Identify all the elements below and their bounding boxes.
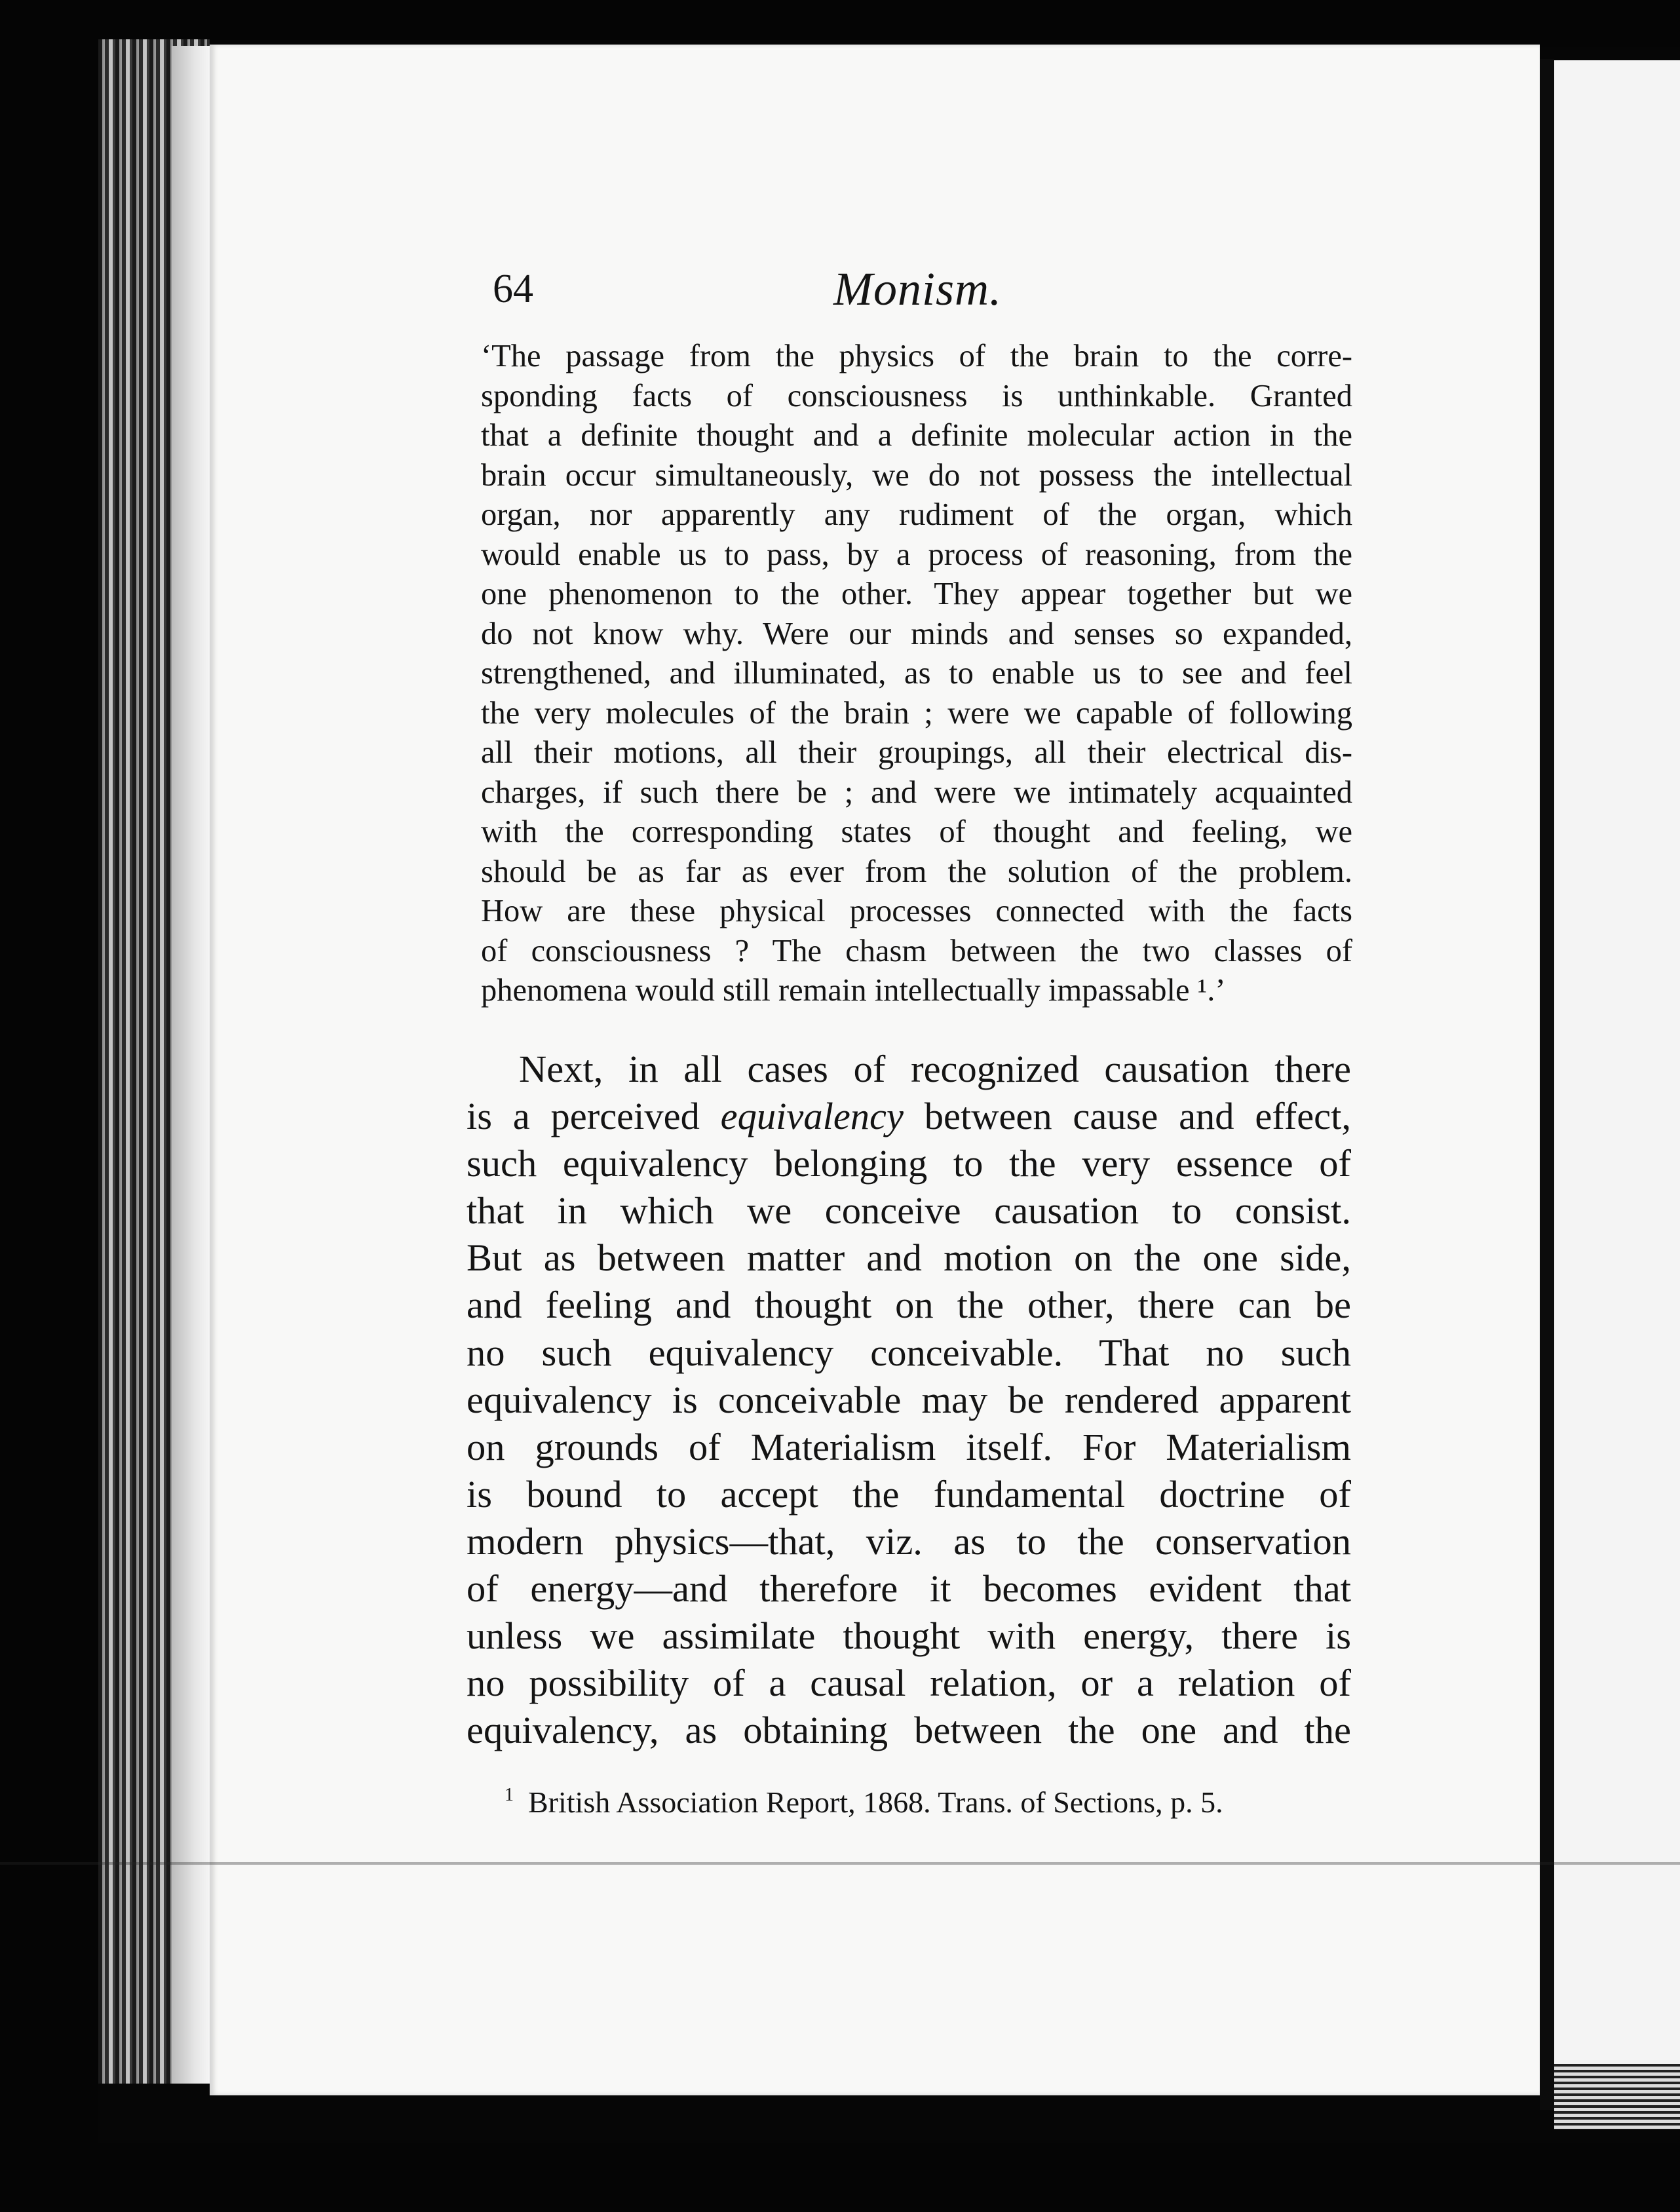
scan-bottom-border (0, 2143, 1680, 2212)
facing-page (1554, 60, 1680, 2124)
quote-line: ‘The passage from the physics of the brain to the corre- (481, 339, 1352, 373)
body-line: unless we assimilate thought with energy, there is (467, 1614, 1351, 1658)
body-line: such equivalency belonging to the very essence of (467, 1142, 1351, 1185)
body-line: equivalency is conceivable may be rendered apparent (467, 1378, 1351, 1421)
body-line: Next, in all cases of recognized causation there (519, 1048, 1351, 1090)
body-line: and feeling and thought on the other, there can be (467, 1284, 1351, 1327)
body-line: is bound to accept the fundamental doctrine of (467, 1472, 1351, 1516)
quote-line: would enable us to pass, by a process of reasoning, from the (481, 537, 1352, 572)
page-number: 64 (493, 267, 533, 311)
body-line: on grounds of Materialism itself. For Materialism (467, 1425, 1351, 1468)
body-line: of energy—and therefore it becomes evident that (467, 1567, 1351, 1611)
quotation-block (481, 337, 1352, 1011)
book-page-edges-shadow (172, 46, 211, 2084)
quote-line: that a definite thought and a definite molecular action in the (481, 418, 1352, 453)
facing-page-edge (1554, 2064, 1680, 2129)
quote-line: one phenomenon to the other. They appear together but we (481, 577, 1352, 611)
scan-artifact-line (0, 1862, 1680, 1865)
quote-line: charges, if such there be ; and were we intimately acquainted (481, 774, 1352, 810)
scan-top-border (0, 0, 1680, 47)
body-line: that in which we conceive causation to consist. (467, 1189, 1351, 1232)
running-head (493, 259, 1358, 318)
quote-line: do not know why. Were our minds and senses so expanded, (481, 616, 1352, 651)
quote-line: sponding facts of consciousness is unthinkable. Granted (481, 378, 1352, 413)
body-line: no possibility of a causal relation, or a relation of (467, 1662, 1351, 1705)
body-text: is a perceived (467, 1095, 721, 1138)
quote-line: of consciousness ? The chasm between the two classes of (481, 933, 1352, 968)
quote-line: brain occur simultaneously, we do not possess the intellectual (481, 457, 1352, 493)
quote-line: phenomena would still remain intellectually impassable ¹.’ (481, 973, 1226, 1008)
quote-line: How are these physical processes connected with the facts (481, 894, 1352, 928)
page-title: Monism. (833, 263, 1002, 315)
book-spine (1540, 59, 1554, 2110)
body-text: between cause and effect, (903, 1095, 1351, 1138)
body-line (467, 1093, 1351, 1140)
body-line: no such equivalency conceivable. That no such (467, 1331, 1351, 1374)
body-line: equivalency, as obtaining between the one and the (467, 1709, 1351, 1752)
quote-line: with the corresponding states of thought and feeling, we (481, 814, 1352, 849)
body-line: But as between matter and motion on the one side, (467, 1236, 1351, 1280)
scan-left-border (0, 0, 98, 2212)
quote-line: all their motions, all their groupings, all their electrical dis- (481, 735, 1352, 770)
body-paragraph (467, 1046, 1351, 1754)
body-line: modern physics—that, viz. as to the conservation (467, 1519, 1351, 1563)
footnote-text: British Association Report, 1868. Trans. of Sections, p. 5. (528, 1785, 1223, 1819)
quote-line: strengthened, and illuminated, as to enable us to see and feel (481, 656, 1352, 691)
quote-line: should be as far as ever from the solution of the problem. (481, 854, 1352, 889)
quote-line: the very molecules of the brain ; were we capable of following (481, 695, 1352, 731)
emphasized-term: equivalency (720, 1095, 904, 1138)
footnote (505, 1777, 1278, 1821)
quote-line: organ, nor apparently any rudiment of the organ, which (481, 497, 1352, 532)
footnote-mark: 1 (505, 1785, 514, 1805)
